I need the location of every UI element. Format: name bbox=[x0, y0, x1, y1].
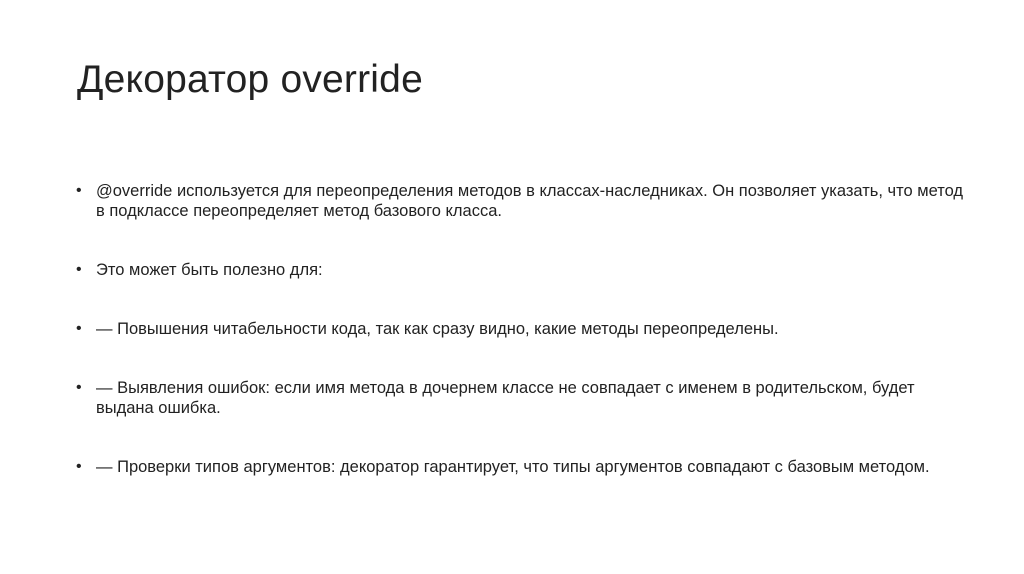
bullet-dot-icon: • bbox=[76, 182, 82, 199]
bullet-dot-icon: • bbox=[76, 320, 82, 337]
bullet-text: — Повышения читабельности кода, так как сразу видно, какие методы переопределены. bbox=[96, 320, 779, 338]
bullet-dot-icon: • bbox=[76, 379, 82, 396]
bullet-text: — Выявления ошибок: если имя метода в дочернем классе не совпадает с именем в родительском, будет выдана ошибка. bbox=[96, 379, 915, 417]
bullet-item bbox=[76, 378, 966, 418]
bullet-item bbox=[76, 319, 966, 339]
bullet-item bbox=[76, 457, 966, 477]
slide-title: Декоратор override bbox=[77, 58, 423, 101]
bullet-text: Это может быть полезно для: bbox=[96, 261, 323, 279]
bullet-dot-icon: • bbox=[76, 458, 82, 475]
bullet-dot-icon: • bbox=[76, 261, 82, 278]
bullet-item bbox=[76, 260, 966, 280]
bullet-list bbox=[76, 181, 966, 477]
bullet-text: — Проверки типов аргументов: декоратор гарантирует, что типы аргументов совпадают с базовым методом. bbox=[96, 458, 930, 476]
bullet-text: @override используется для переопределения методов в классах-наследниках. Он позволяет указать, что метод в подклассе переопределяет метод базового класса. bbox=[96, 182, 964, 220]
bullet-item bbox=[76, 181, 966, 221]
